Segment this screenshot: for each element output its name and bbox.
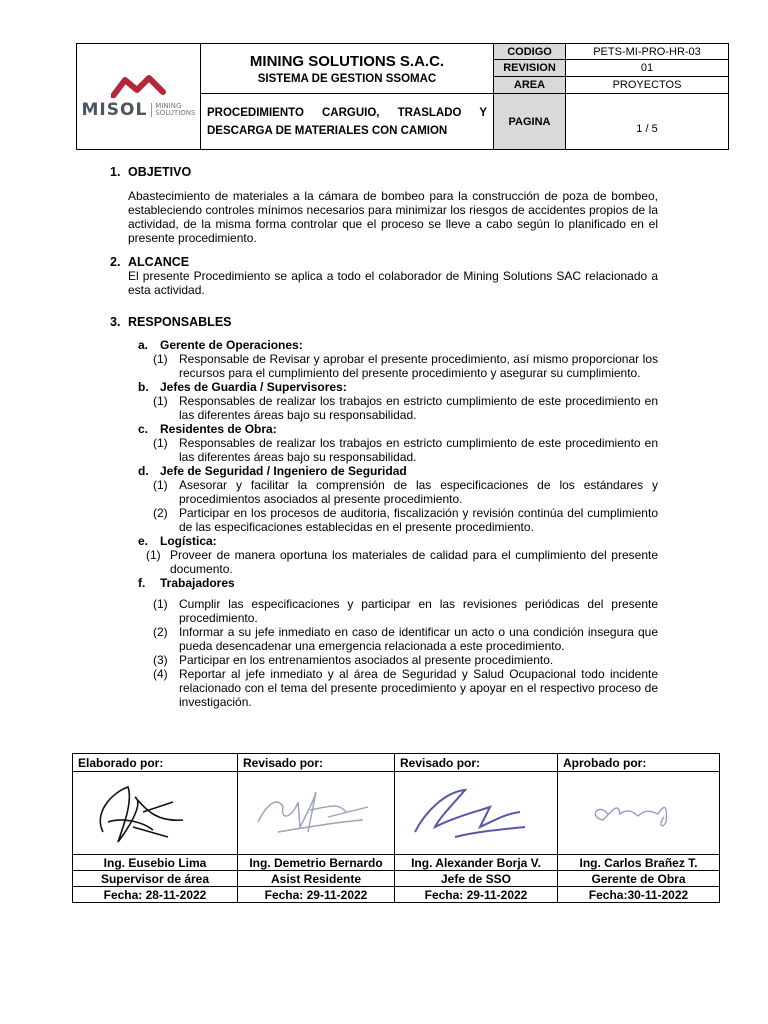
elaborado-label: Elaborado por: xyxy=(73,754,238,772)
area-value: PROYECTOS xyxy=(566,77,729,94)
list-item: (1) Asesorar y facilitar la comprensión de las especificaciones de los estándares y procedimientos asociados al presente procedimiento. xyxy=(153,478,658,506)
section-objetivo-text: Abastecimiento de materiales a la cámara de bombeo para la construcción de poza de bombeo, estableciendo controles mínimos necesarios para minimizar los riesgos de accidentes propios de la actividad, de la misma forma controlar que el proceso se lleve a cabo según lo planificado en el presente procedimiento. xyxy=(128,189,658,245)
list-item: (4) Reportar al jefe inmediato y al área de Seguridad y Salud Ocupacional todo incidente relacionado con el tema del presente procedimiento y apoyar en el respectivo proceso de investigación. xyxy=(153,667,658,709)
role-1: Supervisor de área xyxy=(73,871,238,887)
document-header xyxy=(76,43,729,150)
handwritten-signature-icon xyxy=(395,772,557,854)
signature-3 xyxy=(395,772,558,855)
procedure-title: PROCEDIMIENTO CARGUIO, TRASLADO Y DESCARGA DE MATERIALES CON CAMION xyxy=(201,94,494,150)
date-4: Fecha:30-11-2022 xyxy=(558,887,720,903)
codigo-value: PETS-MI-PRO-HR-03 xyxy=(566,44,729,60)
document-body xyxy=(110,165,658,709)
revisado-label-2: Revisado por: xyxy=(395,754,558,772)
aprobado-label: Aprobado por: xyxy=(558,754,720,772)
role-heading: e. Logística: xyxy=(138,534,217,548)
pagina-label: PAGINA xyxy=(494,94,566,150)
handwritten-signature-icon xyxy=(558,772,719,854)
list-item: (2) Participar en los procesos de auditoria, fiscalización y revisión continúa del cumplimiento de las especificaciones establecidas en el presente procedimiento. xyxy=(153,506,658,534)
date-2: Fecha: 29-11-2022 xyxy=(238,887,395,903)
name-2: Ing. Demetrio Bernardo xyxy=(238,855,395,871)
revisado-label-1: Revisado por: xyxy=(238,754,395,772)
area-label: AREA xyxy=(494,77,566,94)
list-item: (3) Participar en los entrenamientos asociados al presente procedimiento. xyxy=(153,653,554,667)
misol-logo-icon xyxy=(111,74,167,98)
role-heading: d. Jefe de Seguridad / Ingeniero de Seguridad xyxy=(138,464,407,478)
date-3: Fecha: 29-11-2022 xyxy=(395,887,558,903)
section-responsables-title: 3. RESPONSABLES xyxy=(110,315,232,329)
logo-word: MISOL xyxy=(81,99,148,120)
logo-subtitle: MINING SOLUTIONS xyxy=(151,103,195,117)
revision-label: REVISION xyxy=(494,60,566,77)
pagina-value: 1 / 5 xyxy=(566,94,729,150)
role-3: Jefe de SSO xyxy=(395,871,558,887)
role-4: Gerente de Obra xyxy=(558,871,720,887)
list-item: (2) Informar a su jefe inmediato en caso de identificar un acto o una condición insegura que pueda desencadenar una emergencia relacionada a este procedimiento. xyxy=(153,625,658,653)
section-alcance-title: 2. ALCANCE xyxy=(110,255,190,269)
name-3: Ing. Alexander Borja V. xyxy=(395,855,558,871)
name-1: Ing. Eusebio Lima xyxy=(73,855,238,871)
role-heading: f. Trabajadores xyxy=(138,576,235,590)
name-4: Ing. Carlos Brañez T. xyxy=(558,855,720,871)
signature-table xyxy=(72,753,720,903)
revision-value: 01 xyxy=(566,60,729,77)
role-2: Asist Residente xyxy=(238,871,395,887)
signature-1 xyxy=(73,772,238,855)
company-logo xyxy=(77,74,200,120)
signature-4 xyxy=(558,772,720,855)
list-item: (1) Proveer de manera oportuna los materiales de calidad para el cumplimiento del presente documento. xyxy=(146,548,658,576)
codigo-label: CODIGO xyxy=(494,44,566,60)
role-heading: b. Jefes de Guardia / Supervisores: xyxy=(138,380,347,394)
list-item: (1) Responsables de realizar los trabajos en estricto cumplimiento de este procedimiento en las diferentes áreas bajo su responsabilidad. xyxy=(153,394,658,422)
handwritten-signature-icon xyxy=(238,772,394,854)
logo-cell xyxy=(77,44,201,150)
role-heading: a. Gerente de Operaciones: xyxy=(138,338,303,352)
title-cell xyxy=(201,44,494,94)
company-name: MINING SOLUTIONS S.A.C. xyxy=(249,52,445,70)
date-1: Fecha: 28-11-2022 xyxy=(73,887,238,903)
list-item: (1) Responsables de realizar los trabajos en estricto cumplimiento de este procedimiento en las diferentes áreas bajo su responsabilidad. xyxy=(153,436,658,464)
role-heading: c. Residentes de Obra: xyxy=(138,422,277,436)
list-item: (1) Responsable de Revisar y aprobar el presente procedimiento, así mismo proporcionar los recursos para el cumplimiento del presente procedimiento y asegurar su cumplimiento. xyxy=(153,352,658,380)
system-name: SISTEMA DE GESTION SSOMAC xyxy=(257,72,437,85)
section-alcance-text: El presente Procedimiento se aplica a todo el colaborador de Mining Solutions SAC relacionado a esta actividad. xyxy=(128,269,658,297)
list-item: (1) Cumplir las especificaciones y participar en las revisiones periódicas del presente procedimiento. xyxy=(153,597,658,625)
responsables-list xyxy=(110,338,658,709)
signature-2 xyxy=(238,772,395,855)
handwritten-signature-icon xyxy=(73,772,237,854)
section-objetivo-title: 1. OBJETIVO xyxy=(110,165,192,179)
